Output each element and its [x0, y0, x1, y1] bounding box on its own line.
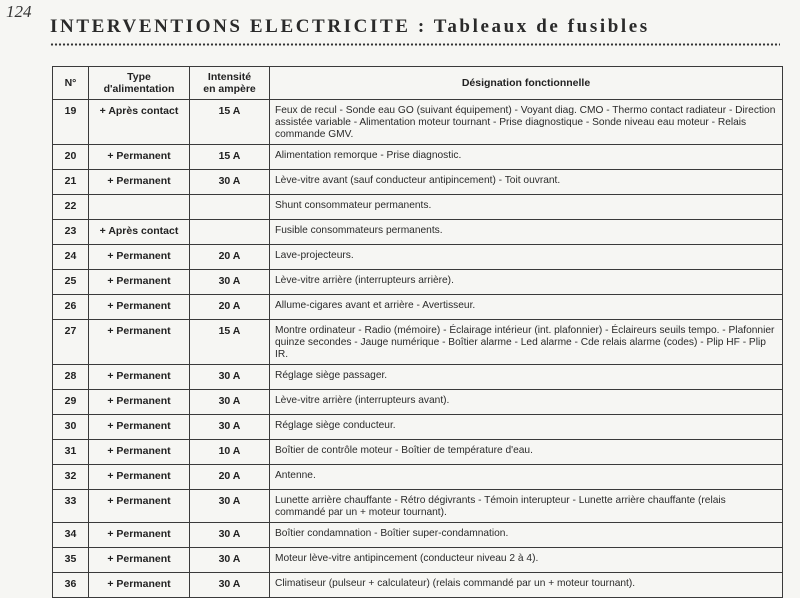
supply-type: + Après contact: [89, 220, 190, 245]
fuse-number: 23: [53, 220, 89, 245]
function-designation: Fusible consommateurs permanents.: [270, 220, 783, 245]
supply-type: + Permanent: [89, 145, 190, 170]
table-row: [53, 270, 783, 295]
supply-type: + Permanent: [89, 170, 190, 195]
fuse-number: 34: [53, 523, 89, 548]
fuse-table-body: [53, 100, 783, 598]
supply-type: + Permanent: [89, 245, 190, 270]
amperage: 30 A: [190, 365, 270, 390]
table-row: [53, 490, 783, 523]
supply-type: [89, 195, 190, 220]
header-number: N°: [53, 67, 89, 100]
supply-type: + Permanent: [89, 490, 190, 523]
fuse-number: 20: [53, 145, 89, 170]
supply-type: + Permanent: [89, 440, 190, 465]
table-row: [53, 100, 783, 145]
table-row: [53, 390, 783, 415]
table-row: [53, 465, 783, 490]
amperage: 15 A: [190, 320, 270, 365]
function-designation: Antenne.: [270, 465, 783, 490]
table-row: [53, 220, 783, 245]
header-amperage: [190, 67, 270, 100]
table-row: [53, 195, 783, 220]
fuse-number: 32: [53, 465, 89, 490]
amperage: [190, 195, 270, 220]
function-designation: Shunt consommateur permanents.: [270, 195, 783, 220]
fuse-number: 33: [53, 490, 89, 523]
function-designation: Lève-vitre avant (sauf conducteur antipincement) - Toit ouvrant.: [270, 170, 783, 195]
amperage: 20 A: [190, 295, 270, 320]
table-row: [53, 523, 783, 548]
function-designation: Feux de recul - Sonde eau GO (suivant équipement) - Voyant diag. CMO - Thermo contact radiateur - Direction assistée variable - Alimentation moteur tournant - Prise diagnostique - Sonde niveau eau moteur - Relais commande GMV.: [270, 100, 783, 145]
page-number: 124: [6, 2, 32, 21]
supply-type: + Permanent: [89, 270, 190, 295]
supply-type: + Après contact: [89, 100, 190, 145]
amperage: 15 A: [190, 145, 270, 170]
header-type-line1: Type: [127, 71, 151, 83]
amperage: 30 A: [190, 390, 270, 415]
fuse-number: 25: [53, 270, 89, 295]
amperage: 20 A: [190, 465, 270, 490]
header-type-line2: d'alimentation: [103, 83, 175, 95]
function-designation: Montre ordinateur - Radio (mémoire) - Éclairage intérieur (int. plafonnier) - Éclaireurs seuils tempo. - Plafonnier quinze secondes - Jauge numérique - Boîtier alarme - Led alarme - Cde relais alarme (codes) - Plip HF - Plip IR.: [270, 320, 783, 365]
function-designation: Lunette arrière chauffante - Rétro dégivrants - Témoin interupteur - Lunette arrière chauffante (relais commandé par un + moteur tournant).: [270, 490, 783, 523]
amperage: 30 A: [190, 573, 270, 598]
fuse-number: 28: [53, 365, 89, 390]
fuse-number: 29: [53, 390, 89, 415]
amperage: 30 A: [190, 490, 270, 523]
function-designation: Moteur lève-vitre antipincement (conducteur niveau 2 à 4).: [270, 548, 783, 573]
header-amp-line2: en ampère: [203, 83, 256, 95]
amperage: 30 A: [190, 170, 270, 195]
supply-type: + Permanent: [89, 295, 190, 320]
supply-type: + Permanent: [89, 548, 190, 573]
table-row: [53, 440, 783, 465]
function-designation: Lève-vitre arrière (interrupteurs avant).: [270, 390, 783, 415]
amperage: 30 A: [190, 523, 270, 548]
amperage: 20 A: [190, 245, 270, 270]
function-designation: Réglage siège conducteur.: [270, 415, 783, 440]
fuse-number: 36: [53, 573, 89, 598]
amperage: 30 A: [190, 548, 270, 573]
function-designation: Lève-vitre arrière (interrupteurs arrière).: [270, 270, 783, 295]
page-title: INTERVENTIONS ELECTRICITE : Tableaux de fusibles: [50, 16, 650, 37]
supply-type: + Permanent: [89, 390, 190, 415]
function-designation: Alimentation remorque - Prise diagnostic.: [270, 145, 783, 170]
header-designation: Désignation fonctionnelle: [270, 67, 783, 100]
header-amp-line1: Intensité: [207, 71, 252, 83]
fuse-number: 30: [53, 415, 89, 440]
fuse-number: 31: [53, 440, 89, 465]
title-dotted-rule: [50, 43, 780, 46]
table-row: [53, 320, 783, 365]
supply-type: + Permanent: [89, 523, 190, 548]
table-row: [53, 415, 783, 440]
fuse-number: 27: [53, 320, 89, 365]
table-row: [53, 548, 783, 573]
amperage: 30 A: [190, 270, 270, 295]
supply-type: + Permanent: [89, 365, 190, 390]
fuse-number: 19: [53, 100, 89, 145]
function-designation: Allume-cigares avant et arrière - Avertisseur.: [270, 295, 783, 320]
function-designation: Boîtier condamnation - Boîtier super-condamnation.: [270, 523, 783, 548]
function-designation: Boîtier de contrôle moteur - Boîtier de température d'eau.: [270, 440, 783, 465]
table-header-row: [53, 67, 783, 100]
fuse-table: [52, 66, 783, 598]
amperage: 30 A: [190, 415, 270, 440]
table-row: [53, 573, 783, 598]
amperage: 10 A: [190, 440, 270, 465]
table-row: [53, 145, 783, 170]
function-designation: Réglage siège passager.: [270, 365, 783, 390]
fuse-number: 35: [53, 548, 89, 573]
supply-type: + Permanent: [89, 415, 190, 440]
header-type: [89, 67, 190, 100]
table-row: [53, 170, 783, 195]
fuse-number: 26: [53, 295, 89, 320]
fuse-number: 21: [53, 170, 89, 195]
amperage: 15 A: [190, 100, 270, 145]
supply-type: + Permanent: [89, 573, 190, 598]
fuse-number: 24: [53, 245, 89, 270]
table-row: [53, 365, 783, 390]
table-row: [53, 245, 783, 270]
amperage: [190, 220, 270, 245]
supply-type: + Permanent: [89, 465, 190, 490]
function-designation: Lave-projecteurs.: [270, 245, 783, 270]
table-row: [53, 295, 783, 320]
function-designation: Climatiseur (pulseur + calculateur) (relais commandé par un + moteur tournant).: [270, 573, 783, 598]
fuse-number: 22: [53, 195, 89, 220]
supply-type: + Permanent: [89, 320, 190, 365]
